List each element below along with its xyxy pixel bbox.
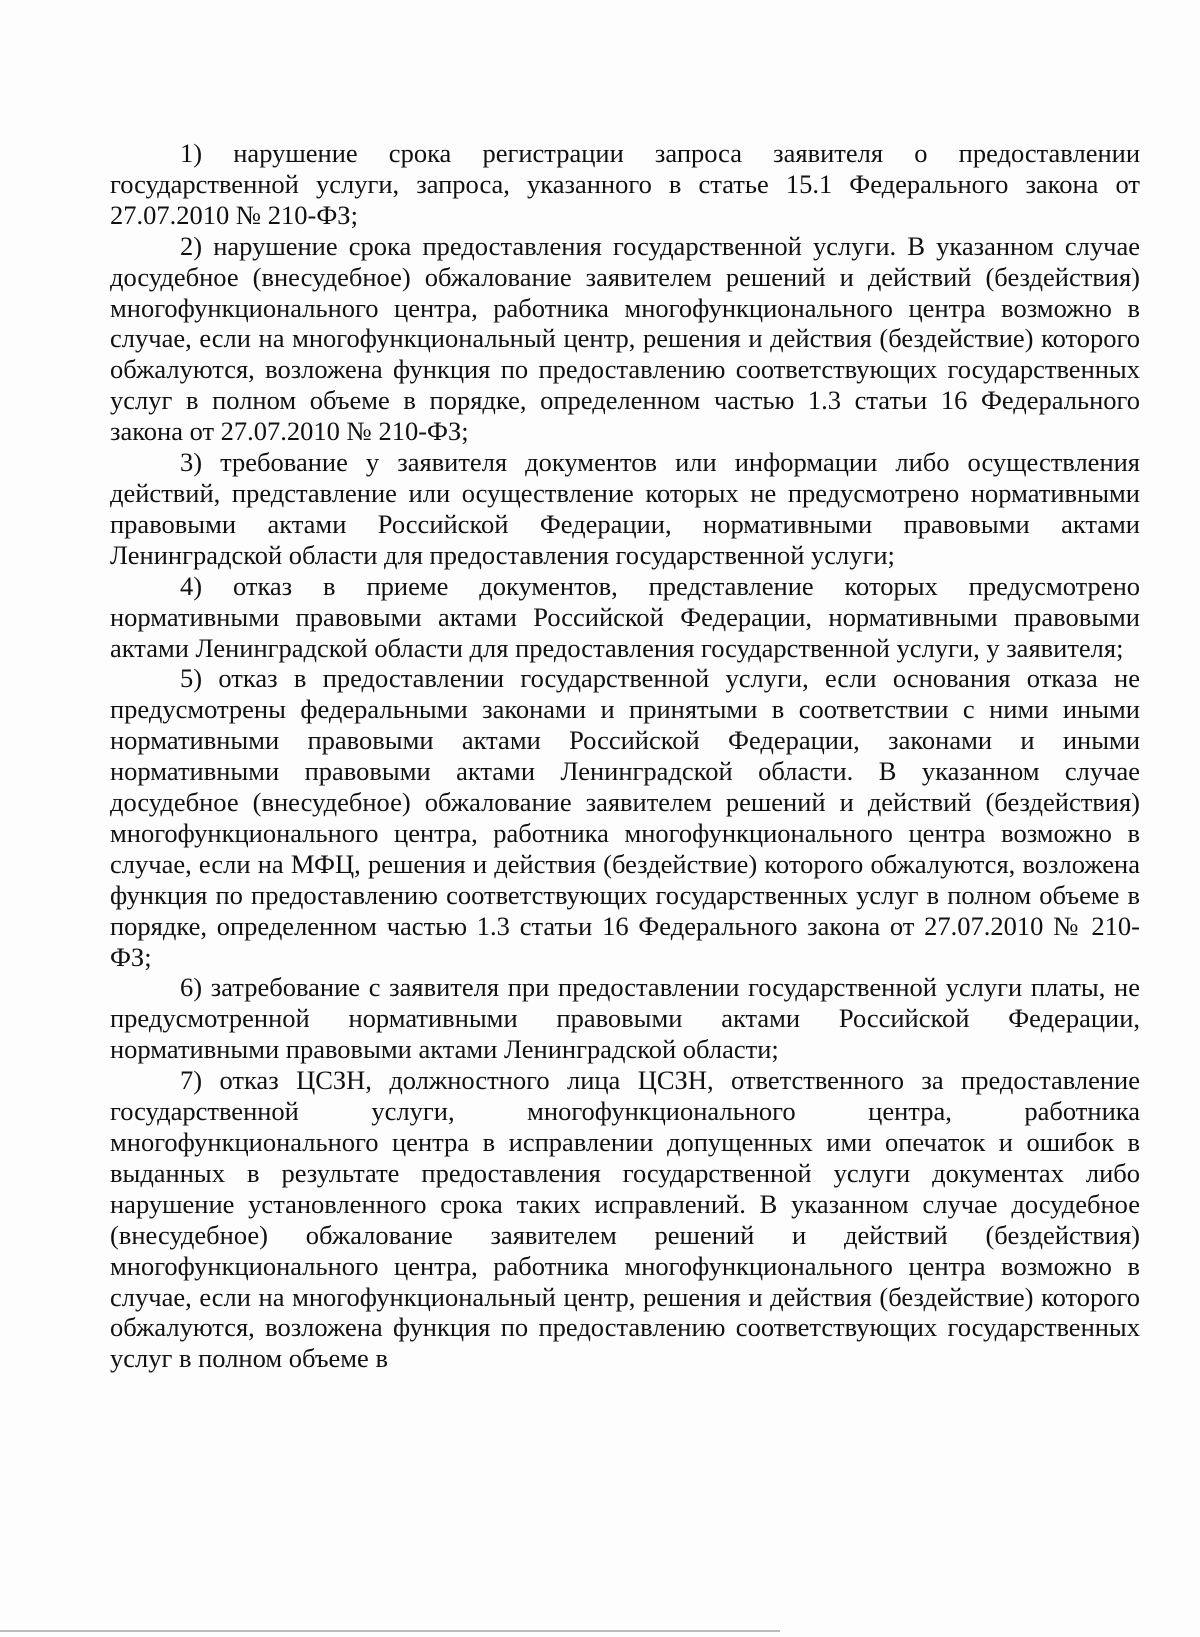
paragraph-item-6: 6) затребование с заявителя при предоставлении государственной услуги платы, не предусмотренной нормативными правовыми актами Российской Федерации, нормативными правовыми актами Ленинградской области; bbox=[110, 972, 1140, 1065]
document-body bbox=[110, 138, 1140, 1374]
paragraph-item-4: 4) отказ в приеме документов, представление которых предусмотрено нормативными правовыми актами Российской Федерации, нормативными правовыми актами Ленинградской области для предоставления государственной услуги, у заявителя; bbox=[110, 570, 1140, 663]
paragraph-item-3: 3) требование у заявителя документов или информации либо осуществления действий, представление или осуществление которых не предусмотрено нормативными правовыми актами Российской Федерации, нормативными правовыми актами Ленинградской области для предоставления государственной услуги; bbox=[110, 447, 1140, 570]
scan-edge-divider bbox=[0, 1630, 780, 1632]
paragraph-item-5: 5) отказ в предоставлении государственной услуги, если основания отказа не предусмотрены федеральными законами и принятыми в соответствии с ними иными нормативными правовыми актами Российской Федерации, законами и иными нормативными правовыми актами Ленинградской области. В указанном случае досудебное (внесудебное) обжалование заявителем решений и действий (бездействия) многофункционального центра, работника многофункционального центра возможно в случае, если на МФЦ, решения и действия (бездействие) которого обжалуются, возложена функция по предоставлению соответствующих государственных услуг в полном объеме в порядке, определенном частью 1.3 статьи 16 Федерального закона от 27.07.2010 № 210-ФЗ; bbox=[110, 663, 1140, 972]
paragraph-item-7: 7) отказ ЦСЗН, должностного лица ЦСЗН, ответственного за предоставление государственной услуги, многофункционального центра, работника многофункционального центра в исправлении допущенных ими опечаток и ошибок в выданных в результате предоставления государственной услуги документах либо нарушение установленного срока таких исправлений. В указанном случае досудебное (внесудебное) обжалование заявителем решений и действий (бездействия) многофункционального центра, работника многофункционального центра возможно в случае, если на многофункциональный центр, решения и действия (бездействие) которого обжалуются, возложена функция по предоставлению соответствующих государственных услуг в полном объеме в bbox=[110, 1065, 1140, 1374]
paragraph-item-1: 1) нарушение срока регистрации запроса заявителя о предоставлении государственной услуги, запроса, указанного в статье 15.1 Федерального закона от 27.07.2010 № 210-ФЗ; bbox=[110, 138, 1140, 230]
paragraph-item-2: 2) нарушение срока предоставления государственной услуги. В указанном случае досудебное (внесудебное) обжалование заявителем решений и действий (бездействия) многофункционального центра, работника многофункционального центра возможно в случае, если на многофункциональный центр, решения и действия (бездействие) которого обжалуются, возложена функция по предоставлению соответствующих государственных услуг в полном объеме в порядке, определенном частью 1.3 статьи 16 Федерального закона от 27.07.2010 № 210-ФЗ; bbox=[110, 230, 1140, 447]
